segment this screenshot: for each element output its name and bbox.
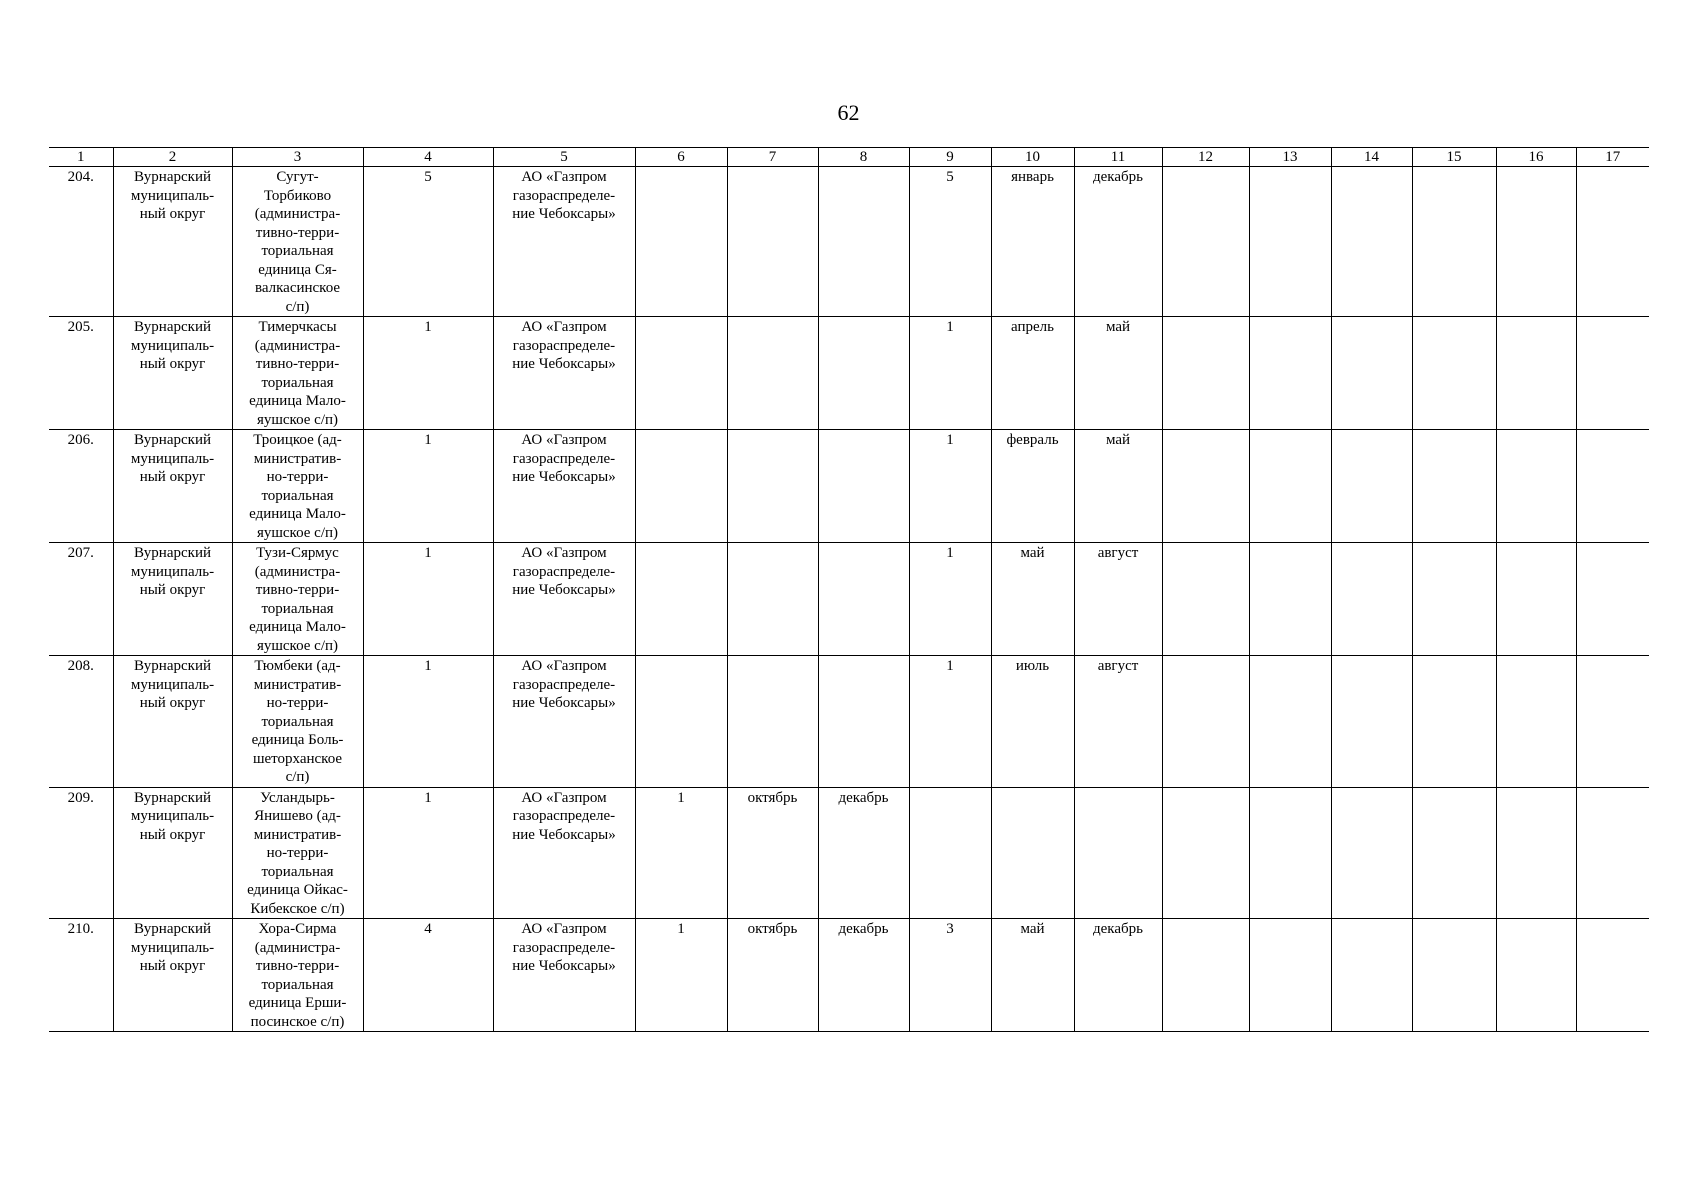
- count-cell-9: 1: [909, 430, 991, 543]
- data-table: [49, 147, 1649, 1032]
- start-month-cell-7: октябрь: [727, 919, 818, 1032]
- end-month-cell-8: [818, 167, 909, 317]
- settlement-cell: Тимерчкасы (администра- тивно-терри- ториальная единица Мало- яушское с/п): [232, 317, 363, 430]
- column-header: 2: [113, 148, 232, 167]
- cell-15: [1412, 167, 1496, 317]
- total-cell: 1: [363, 430, 493, 543]
- start-month-cell-7: [727, 430, 818, 543]
- cell-14: [1331, 430, 1412, 543]
- end-month-cell-11: август: [1074, 656, 1162, 788]
- column-header: 11: [1074, 148, 1162, 167]
- cell-14: [1331, 543, 1412, 656]
- total-cell: 1: [363, 656, 493, 788]
- row-number: 206.: [49, 430, 113, 543]
- cell-15: [1412, 317, 1496, 430]
- page-number: 62: [837, 100, 860, 125]
- end-month-cell-11: май: [1074, 430, 1162, 543]
- district-cell: Вурнарский муниципаль- ный округ: [113, 430, 232, 543]
- cell-14: [1331, 167, 1412, 317]
- cell-12: [1162, 919, 1249, 1032]
- end-month-cell-8: [818, 656, 909, 788]
- start-month-cell-7: октябрь: [727, 787, 818, 919]
- total-cell: 4: [363, 919, 493, 1032]
- cell-17: [1576, 543, 1649, 656]
- start-month-cell-10: февраль: [991, 430, 1074, 543]
- district-cell: Вурнарский муниципаль- ный округ: [113, 317, 232, 430]
- end-month-cell-11: декабрь: [1074, 167, 1162, 317]
- cell-15: [1412, 787, 1496, 919]
- count-cell-6: [635, 430, 727, 543]
- cell-16: [1496, 656, 1576, 788]
- cell-16: [1496, 919, 1576, 1032]
- district-cell: Вурнарский муниципаль- ный округ: [113, 787, 232, 919]
- table-header: [49, 148, 1649, 167]
- table-row: [49, 919, 1649, 1032]
- settlement-cell: Усландырь- Янишево (ад- министратив- но-терри- ториальная единица Ойкас- Кибекское с/п): [232, 787, 363, 919]
- cell-17: [1576, 430, 1649, 543]
- row-number: 207.: [49, 543, 113, 656]
- start-month-cell-10: май: [991, 919, 1074, 1032]
- count-cell-9: 1: [909, 317, 991, 430]
- organization-cell: АО «Газпром газораспределе- ние Чебоксары»: [493, 430, 635, 543]
- row-number: 204.: [49, 167, 113, 317]
- end-month-cell-8: декабрь: [818, 919, 909, 1032]
- cell-17: [1576, 167, 1649, 317]
- settlement-cell: Хора-Сирма (администра- тивно-терри- ториальная единица Ерши- посинское с/п): [232, 919, 363, 1032]
- end-month-cell-8: [818, 430, 909, 543]
- start-month-cell-7: [727, 656, 818, 788]
- cell-16: [1496, 543, 1576, 656]
- count-cell-9: 3: [909, 919, 991, 1032]
- district-cell: Вурнарский муниципаль- ный округ: [113, 543, 232, 656]
- end-month-cell-8: [818, 543, 909, 656]
- start-month-cell-10: май: [991, 543, 1074, 656]
- start-month-cell-10: [991, 787, 1074, 919]
- cell-13: [1249, 919, 1331, 1032]
- cell-17: [1576, 919, 1649, 1032]
- total-cell: 1: [363, 317, 493, 430]
- cell-15: [1412, 543, 1496, 656]
- settlement-cell: Тузи-Сярмус (администра- тивно-терри- ториальная единица Мало- яушское с/п): [232, 543, 363, 656]
- table-row: [49, 430, 1649, 543]
- settlement-cell: Троицкое (ад- министратив- но-терри- ториальная единица Мало- яушское с/п): [232, 430, 363, 543]
- cell-12: [1162, 543, 1249, 656]
- cell-14: [1331, 656, 1412, 788]
- start-month-cell-7: [727, 543, 818, 656]
- cell-12: [1162, 787, 1249, 919]
- end-month-cell-8: декабрь: [818, 787, 909, 919]
- organization-cell: АО «Газпром газораспределе- ние Чебоксары»: [493, 656, 635, 788]
- count-cell-9: 1: [909, 543, 991, 656]
- cell-17: [1576, 787, 1649, 919]
- count-cell-6: [635, 317, 727, 430]
- column-header: 13: [1249, 148, 1331, 167]
- start-month-cell-10: июль: [991, 656, 1074, 788]
- total-cell: 1: [363, 787, 493, 919]
- district-cell: Вурнарский муниципаль- ный округ: [113, 656, 232, 788]
- column-header: 5: [493, 148, 635, 167]
- total-cell: 5: [363, 167, 493, 317]
- end-month-cell-11: [1074, 787, 1162, 919]
- cell-13: [1249, 167, 1331, 317]
- end-month-cell-8: [818, 317, 909, 430]
- cell-17: [1576, 656, 1649, 788]
- end-month-cell-11: декабрь: [1074, 919, 1162, 1032]
- cell-16: [1496, 787, 1576, 919]
- organization-cell: АО «Газпром газораспределе- ние Чебоксары»: [493, 167, 635, 317]
- count-cell-6: [635, 167, 727, 317]
- table-row: [49, 656, 1649, 788]
- column-header: 12: [1162, 148, 1249, 167]
- organization-cell: АО «Газпром газораспределе- ние Чебоксары»: [493, 787, 635, 919]
- column-header: 9: [909, 148, 991, 167]
- cell-15: [1412, 430, 1496, 543]
- column-header: 7: [727, 148, 818, 167]
- column-header: 16: [1496, 148, 1576, 167]
- count-cell-6: 1: [635, 787, 727, 919]
- settlement-cell: Сугут- Торбиково (администра- тивно-терри- ториальная единица Ся- валкасинское с/п): [232, 167, 363, 317]
- column-header: 4: [363, 148, 493, 167]
- start-month-cell-7: [727, 167, 818, 317]
- count-cell-9: 1: [909, 656, 991, 788]
- start-month-cell-10: январь: [991, 167, 1074, 317]
- cell-17: [1576, 317, 1649, 430]
- count-cell-6: [635, 543, 727, 656]
- count-cell-9: 5: [909, 167, 991, 317]
- table-row: [49, 317, 1649, 430]
- table-row: [49, 543, 1649, 656]
- count-cell-9: [909, 787, 991, 919]
- cell-12: [1162, 656, 1249, 788]
- organization-cell: АО «Газпром газораспределе- ние Чебоксары»: [493, 543, 635, 656]
- cell-12: [1162, 317, 1249, 430]
- district-cell: Вурнарский муниципаль- ный округ: [113, 919, 232, 1032]
- column-header: 6: [635, 148, 727, 167]
- column-header: 8: [818, 148, 909, 167]
- column-header: 15: [1412, 148, 1496, 167]
- cell-13: [1249, 430, 1331, 543]
- cell-14: [1331, 317, 1412, 430]
- start-month-cell-10: апрель: [991, 317, 1074, 430]
- end-month-cell-11: август: [1074, 543, 1162, 656]
- total-cell: 1: [363, 543, 493, 656]
- table-row: [49, 167, 1649, 317]
- cell-12: [1162, 430, 1249, 543]
- cell-14: [1331, 919, 1412, 1032]
- row-number: 210.: [49, 919, 113, 1032]
- cell-12: [1162, 167, 1249, 317]
- cell-16: [1496, 167, 1576, 317]
- column-header: 14: [1331, 148, 1412, 167]
- cell-13: [1249, 317, 1331, 430]
- column-header: 3: [232, 148, 363, 167]
- cell-13: [1249, 656, 1331, 788]
- cell-15: [1412, 656, 1496, 788]
- column-header: 10: [991, 148, 1074, 167]
- row-number: 209.: [49, 787, 113, 919]
- column-header: 17: [1576, 148, 1649, 167]
- cell-14: [1331, 787, 1412, 919]
- table-body: [49, 167, 1649, 1032]
- table-row: [49, 787, 1649, 919]
- count-cell-6: 1: [635, 919, 727, 1032]
- settlement-cell: Тюмбеки (ад- министратив- но-терри- ториальная единица Боль- шеторханское с/п): [232, 656, 363, 788]
- cell-16: [1496, 317, 1576, 430]
- count-cell-6: [635, 656, 727, 788]
- organization-cell: АО «Газпром газораспределе- ние Чебоксары»: [493, 919, 635, 1032]
- cell-16: [1496, 430, 1576, 543]
- end-month-cell-11: май: [1074, 317, 1162, 430]
- column-header: 1: [49, 148, 113, 167]
- organization-cell: АО «Газпром газораспределе- ние Чебоксары»: [493, 317, 635, 430]
- column-number-row: [49, 148, 1649, 167]
- row-number: 208.: [49, 656, 113, 788]
- district-cell: Вурнарский муниципаль- ный округ: [113, 167, 232, 317]
- cell-13: [1249, 543, 1331, 656]
- cell-13: [1249, 787, 1331, 919]
- cell-15: [1412, 919, 1496, 1032]
- row-number: 205.: [49, 317, 113, 430]
- start-month-cell-7: [727, 317, 818, 430]
